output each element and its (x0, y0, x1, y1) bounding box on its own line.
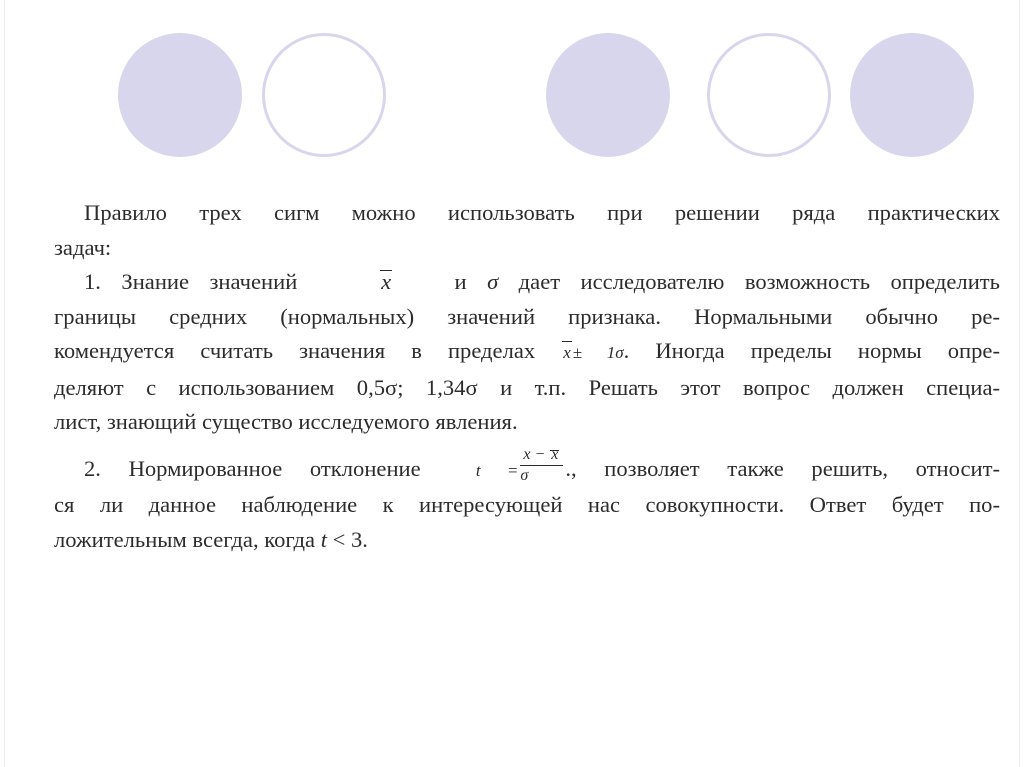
paragraph-intro-line: Правило трех сигм можно использовать при решении ряда практических (84, 200, 1000, 225)
t-symbol: t (320, 526, 327, 552)
paragraph-1-line: границы средних (нормальных) значений признака. Нормальными обычно ре- (54, 303, 1000, 329)
normalized-deviation-fraction (520, 445, 563, 486)
paragraph-1-line (54, 265, 1000, 300)
text-run: комендуется считать значения в пределах (54, 338, 536, 363)
x-bar-symbol: x (379, 265, 393, 300)
paragraph-1-line (54, 334, 1000, 371)
decor-circle-ring (707, 33, 831, 157)
decor-circle-filled (850, 33, 974, 157)
x-bar-symbol: x (561, 336, 573, 371)
text-run: 1. Знание значений (84, 269, 298, 294)
paragraph-2-line (54, 523, 1000, 558)
left-border-line (4, 0, 5, 767)
text-run: ложительным всегда, когда (54, 526, 316, 552)
range-formula: ± 1σ (572, 343, 624, 362)
text-run: 2. Нормированное отклонение (84, 455, 421, 481)
text-run: . Иногда пределы нормы опре- (623, 338, 1000, 363)
sigma-symbol: σ (487, 269, 499, 294)
decor-circle-filled (118, 33, 242, 157)
text-run: дает исследователю возможность определить (518, 269, 1000, 294)
text-run: и (454, 269, 467, 294)
text-run: ., позволяет также решить, относит- (565, 455, 1001, 481)
x-bar-symbol: x (551, 445, 559, 463)
decor-circle-ring (262, 33, 386, 157)
paragraph-1-line: лист, знающий существо исследуемого явления. (54, 409, 518, 434)
right-border-line (1019, 0, 1020, 767)
fraction-denominator: σ (520, 466, 529, 484)
body-text (54, 196, 1000, 557)
paragraph-intro-line: задач: (54, 234, 112, 260)
paragraph-2-line (54, 445, 1001, 489)
paragraph-2-line: ся ли данное наблюдение к интересующей нас совокупности. Ответ будет по- (54, 492, 1000, 517)
fraction-numerator: x − x (520, 445, 563, 466)
decor-circle-filled (546, 33, 670, 157)
text-run: < 3. (332, 526, 368, 552)
paragraph-1-line: деляют с использованием 0,5σ; 1,34σ и т.п. Решать этот вопрос должен специа- (54, 374, 1000, 400)
t-equals: t = (475, 460, 519, 480)
